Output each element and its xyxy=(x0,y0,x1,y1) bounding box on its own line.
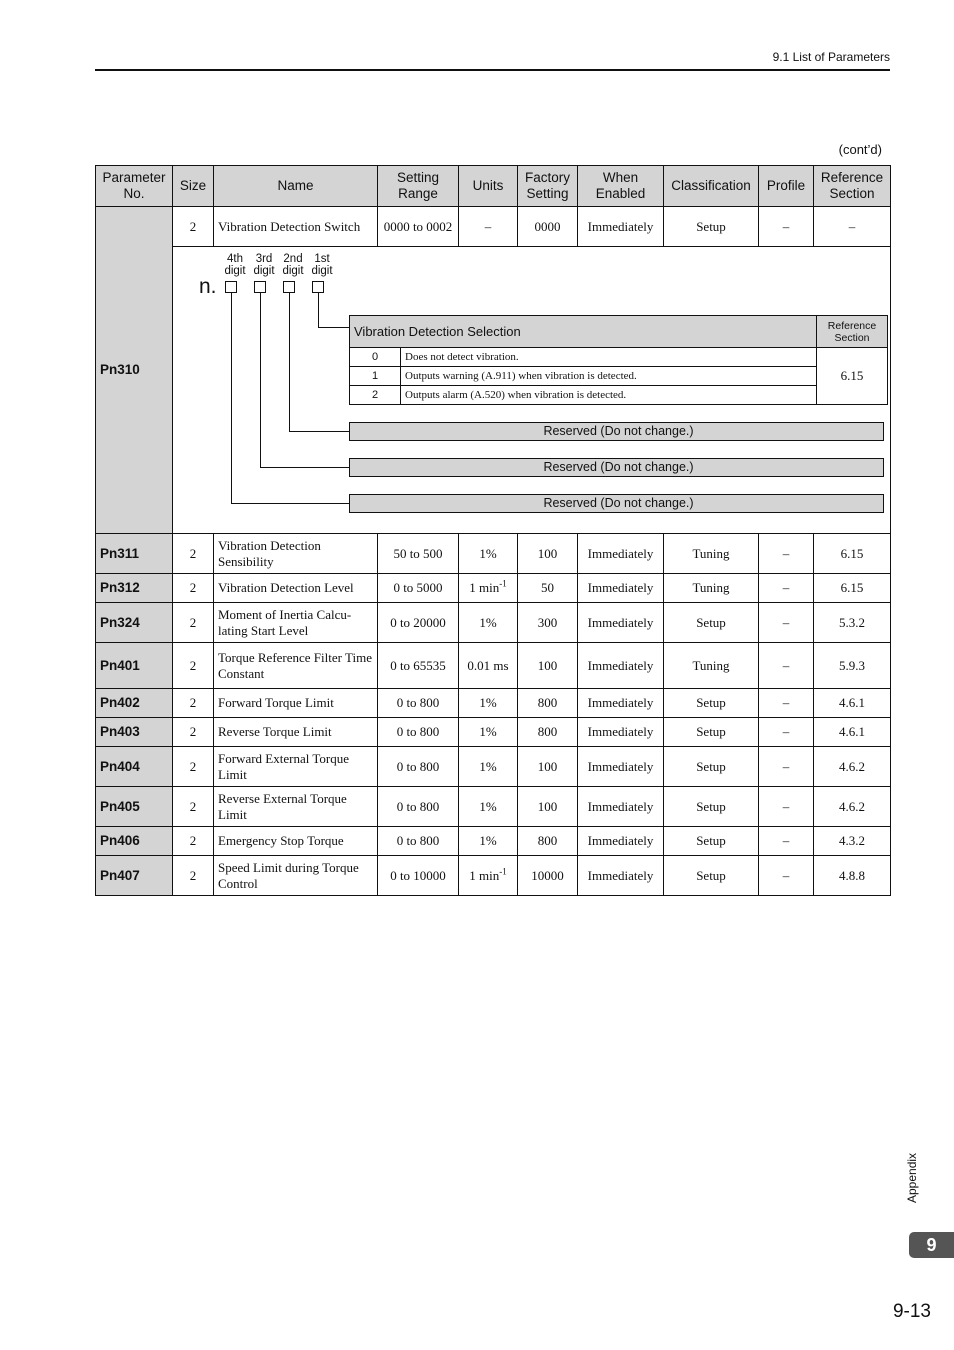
param-name: Torque Reference Filter Time Constant xyxy=(214,643,378,689)
parameter-rows xyxy=(96,534,891,896)
param-class: Tuning xyxy=(664,574,759,603)
option-desc: Outputs warning (A.911) when vibration is detected. xyxy=(401,367,817,386)
param-ref: 6.15 xyxy=(814,574,891,603)
param-class: Setup xyxy=(664,747,759,787)
digit-label-1st: 1st digit xyxy=(311,253,333,277)
side-tab-label: Appendix xyxy=(905,1152,919,1203)
param-range: 0 to 10000 xyxy=(378,856,459,896)
col-header-factory-setting: Factory Setting xyxy=(518,166,578,207)
col-header-name: Name xyxy=(214,166,378,207)
table-row xyxy=(96,747,891,787)
header-rule xyxy=(95,69,890,71)
table-row xyxy=(96,643,891,689)
param-range: 0 to 800 xyxy=(378,747,459,787)
param-size: 2 xyxy=(173,856,214,896)
digit-box-1st xyxy=(312,281,324,293)
col-header-units: Units xyxy=(459,166,518,207)
param-enabled: Immediately xyxy=(578,643,664,689)
param-name: Emergency Stop Torque xyxy=(214,827,378,856)
param-class: Setup xyxy=(664,603,759,643)
param-no: Pn402 xyxy=(96,689,173,718)
param-units: 1% xyxy=(459,718,518,747)
parameter-table xyxy=(95,165,891,896)
col-header-size: Size xyxy=(173,166,214,207)
param-profile: – xyxy=(759,689,814,718)
side-tab xyxy=(893,1145,933,1205)
table-row-pn310-diagram xyxy=(96,247,891,534)
leader-line-3rd-h xyxy=(260,467,349,468)
param-class: Setup xyxy=(664,856,759,896)
leader-line-2nd xyxy=(289,293,290,431)
param-no: Pn404 xyxy=(96,747,173,787)
param-size: 2 xyxy=(173,643,214,689)
param-enabled: Immediately xyxy=(578,718,664,747)
param-ref: – xyxy=(814,207,891,247)
option-ref: 6.15 xyxy=(817,348,888,405)
param-size: 2 xyxy=(173,603,214,643)
units-exponent: -1 xyxy=(499,578,507,589)
param-enabled: Immediately xyxy=(578,856,664,896)
list-item xyxy=(350,386,888,405)
param-range: 0 to 20000 xyxy=(378,603,459,643)
param-enabled: Immediately xyxy=(578,689,664,718)
param-factory: 800 xyxy=(518,827,578,856)
units-exponent: -1 xyxy=(499,866,507,877)
param-size: 2 xyxy=(173,574,214,603)
digit-diagram-cell xyxy=(173,247,891,534)
col-header-parameter-no: Parameter No. xyxy=(96,166,173,207)
param-no: Pn401 xyxy=(96,643,173,689)
selection-ref-header: Reference Section xyxy=(817,316,888,348)
option-desc: Does not detect vibration. xyxy=(401,348,817,367)
param-no: Pn406 xyxy=(96,827,173,856)
param-no: Pn310 xyxy=(96,207,173,534)
param-units: 1% xyxy=(459,534,518,574)
param-ref: 4.3.2 xyxy=(814,827,891,856)
table-row xyxy=(96,718,891,747)
param-factory: 100 xyxy=(518,643,578,689)
page-number: 9-13 xyxy=(892,1301,931,1322)
param-factory: 800 xyxy=(518,689,578,718)
param-range: 0 to 65535 xyxy=(378,643,459,689)
table-row-pn310 xyxy=(96,207,891,247)
param-enabled: Immediately xyxy=(578,603,664,643)
param-size: 2 xyxy=(173,718,214,747)
param-factory: 300 xyxy=(518,603,578,643)
param-class: Tuning xyxy=(664,643,759,689)
leader-line-4th xyxy=(231,293,232,503)
param-ref: 4.6.2 xyxy=(814,747,891,787)
param-no: Pn312 xyxy=(96,574,173,603)
vibration-selection-table xyxy=(349,315,888,405)
param-profile: – xyxy=(759,787,814,827)
leader-line-3rd xyxy=(260,293,261,467)
param-name: Vibration Detection Switch xyxy=(214,207,378,247)
param-units: – xyxy=(459,207,518,247)
n-prefix-label: n. xyxy=(199,275,217,298)
param-range: 0 to 800 xyxy=(378,787,459,827)
param-enabled: Immediately xyxy=(578,747,664,787)
leader-line-4th-h xyxy=(231,503,349,504)
chapter-tab: 9 xyxy=(909,1232,954,1258)
param-range: 0 to 800 xyxy=(378,827,459,856)
param-enabled: Immediately xyxy=(578,534,664,574)
digit-label-2nd: 2nd digit xyxy=(282,253,304,277)
param-units: 1% xyxy=(459,827,518,856)
param-profile: – xyxy=(759,718,814,747)
param-factory: 800 xyxy=(518,718,578,747)
list-item xyxy=(350,367,888,386)
option-value: 2 xyxy=(350,386,401,405)
param-class: Setup xyxy=(664,787,759,827)
continued-label: (cont’d) xyxy=(838,142,882,157)
reserved-box-3rd: Reserved (Do not change.) xyxy=(349,458,884,477)
param-ref: 5.9.3 xyxy=(814,643,891,689)
units-base: 1 min xyxy=(469,867,500,883)
param-name: Forward Torque Limit xyxy=(214,689,378,718)
table-row xyxy=(96,689,891,718)
param-size: 2 xyxy=(173,747,214,787)
param-ref: 4.8.8 xyxy=(814,856,891,896)
param-enabled: Immediately xyxy=(578,787,664,827)
param-profile: – xyxy=(759,534,814,574)
leader-line-1st-h xyxy=(318,327,349,328)
param-ref: 4.6.1 xyxy=(814,718,891,747)
col-header-reference-section: Reference Section xyxy=(814,166,891,207)
param-units xyxy=(459,856,518,896)
param-name: Moment of Inertia Calcu-lating Start Level xyxy=(214,603,378,643)
digit-diagram xyxy=(173,247,890,533)
param-class: Setup xyxy=(664,207,759,247)
table-row xyxy=(96,787,891,827)
param-size: 2 xyxy=(173,689,214,718)
digit-box-3rd xyxy=(254,281,266,293)
option-desc: Outputs alarm (A.520) when vibration is detected. xyxy=(401,386,817,405)
param-factory: 100 xyxy=(518,787,578,827)
param-range: 0 to 5000 xyxy=(378,574,459,603)
param-name: Vibration Detection Sensibility xyxy=(214,534,378,574)
param-no: Pn403 xyxy=(96,718,173,747)
param-ref: 4.6.2 xyxy=(814,787,891,827)
param-size: 2 xyxy=(173,207,214,247)
param-profile: – xyxy=(759,207,814,247)
param-range: 50 to 500 xyxy=(378,534,459,574)
param-ref: 4.6.1 xyxy=(814,689,891,718)
col-header-when-enabled: When Enabled xyxy=(578,166,664,207)
param-enabled: Immediately xyxy=(578,574,664,603)
table-row xyxy=(96,534,891,574)
digit-box-4th xyxy=(225,281,237,293)
param-factory: 100 xyxy=(518,534,578,574)
table-row xyxy=(96,574,891,603)
reserved-box-2nd: Reserved (Do not change.) xyxy=(349,422,884,441)
table-row xyxy=(96,856,891,896)
param-name: Reverse Torque Limit xyxy=(214,718,378,747)
col-header-classification: Classification xyxy=(664,166,759,207)
reserved-box-4th: Reserved (Do not change.) xyxy=(349,494,884,513)
option-value: 1 xyxy=(350,367,401,386)
param-size: 2 xyxy=(173,534,214,574)
running-header: 9.1 List of Parameters xyxy=(772,50,890,64)
param-profile: – xyxy=(759,827,814,856)
param-profile: – xyxy=(759,747,814,787)
col-header-setting-range: Setting Range xyxy=(378,166,459,207)
digit-label-3rd: 3rd digit xyxy=(253,253,275,277)
digit-box-2nd xyxy=(283,281,295,293)
param-enabled: Immediately xyxy=(578,207,664,247)
param-no: Pn311 xyxy=(96,534,173,574)
param-name: Speed Limit during Torque Control xyxy=(214,856,378,896)
param-units: 1% xyxy=(459,787,518,827)
param-name: Reverse External Torque Limit xyxy=(214,787,378,827)
param-profile: – xyxy=(759,643,814,689)
param-range: 0 to 800 xyxy=(378,689,459,718)
param-units: 1% xyxy=(459,747,518,787)
param-name: Forward External Torque Limit xyxy=(214,747,378,787)
param-class: Setup xyxy=(664,827,759,856)
param-class: Tuning xyxy=(664,534,759,574)
param-factory: 0000 xyxy=(518,207,578,247)
units-base: 1 min xyxy=(469,580,500,595)
param-factory: 10000 xyxy=(518,856,578,896)
param-ref: 5.3.2 xyxy=(814,603,891,643)
list-item xyxy=(350,348,888,367)
param-units: 1% xyxy=(459,689,518,718)
param-ref: 6.15 xyxy=(814,534,891,574)
leader-line-2nd-h xyxy=(289,431,349,432)
param-factory: 50 xyxy=(518,574,578,603)
option-value: 0 xyxy=(350,348,401,367)
param-size: 2 xyxy=(173,827,214,856)
leader-line-1st xyxy=(318,293,319,327)
header-row xyxy=(96,166,891,207)
param-units xyxy=(459,574,518,603)
param-size: 2 xyxy=(173,787,214,827)
param-no: Pn407 xyxy=(96,856,173,896)
digit-label-4th: 4th digit xyxy=(224,253,246,277)
col-header-profile: Profile xyxy=(759,166,814,207)
selection-title: Vibration Detection Selection xyxy=(350,316,817,348)
table-row xyxy=(96,603,891,643)
param-profile: – xyxy=(759,574,814,603)
param-units: 0.01 ms xyxy=(459,643,518,689)
param-profile: – xyxy=(759,603,814,643)
param-profile: – xyxy=(759,856,814,896)
param-class: Setup xyxy=(664,718,759,747)
param-no: Pn324 xyxy=(96,603,173,643)
table-row xyxy=(96,827,891,856)
param-factory: 100 xyxy=(518,747,578,787)
param-no: Pn405 xyxy=(96,787,173,827)
param-enabled: Immediately xyxy=(578,827,664,856)
param-units: 1% xyxy=(459,603,518,643)
param-name: Vibration Detection Level xyxy=(214,574,378,603)
param-range: 0000 to 0002 xyxy=(378,207,459,247)
param-class: Setup xyxy=(664,689,759,718)
param-range: 0 to 800 xyxy=(378,718,459,747)
